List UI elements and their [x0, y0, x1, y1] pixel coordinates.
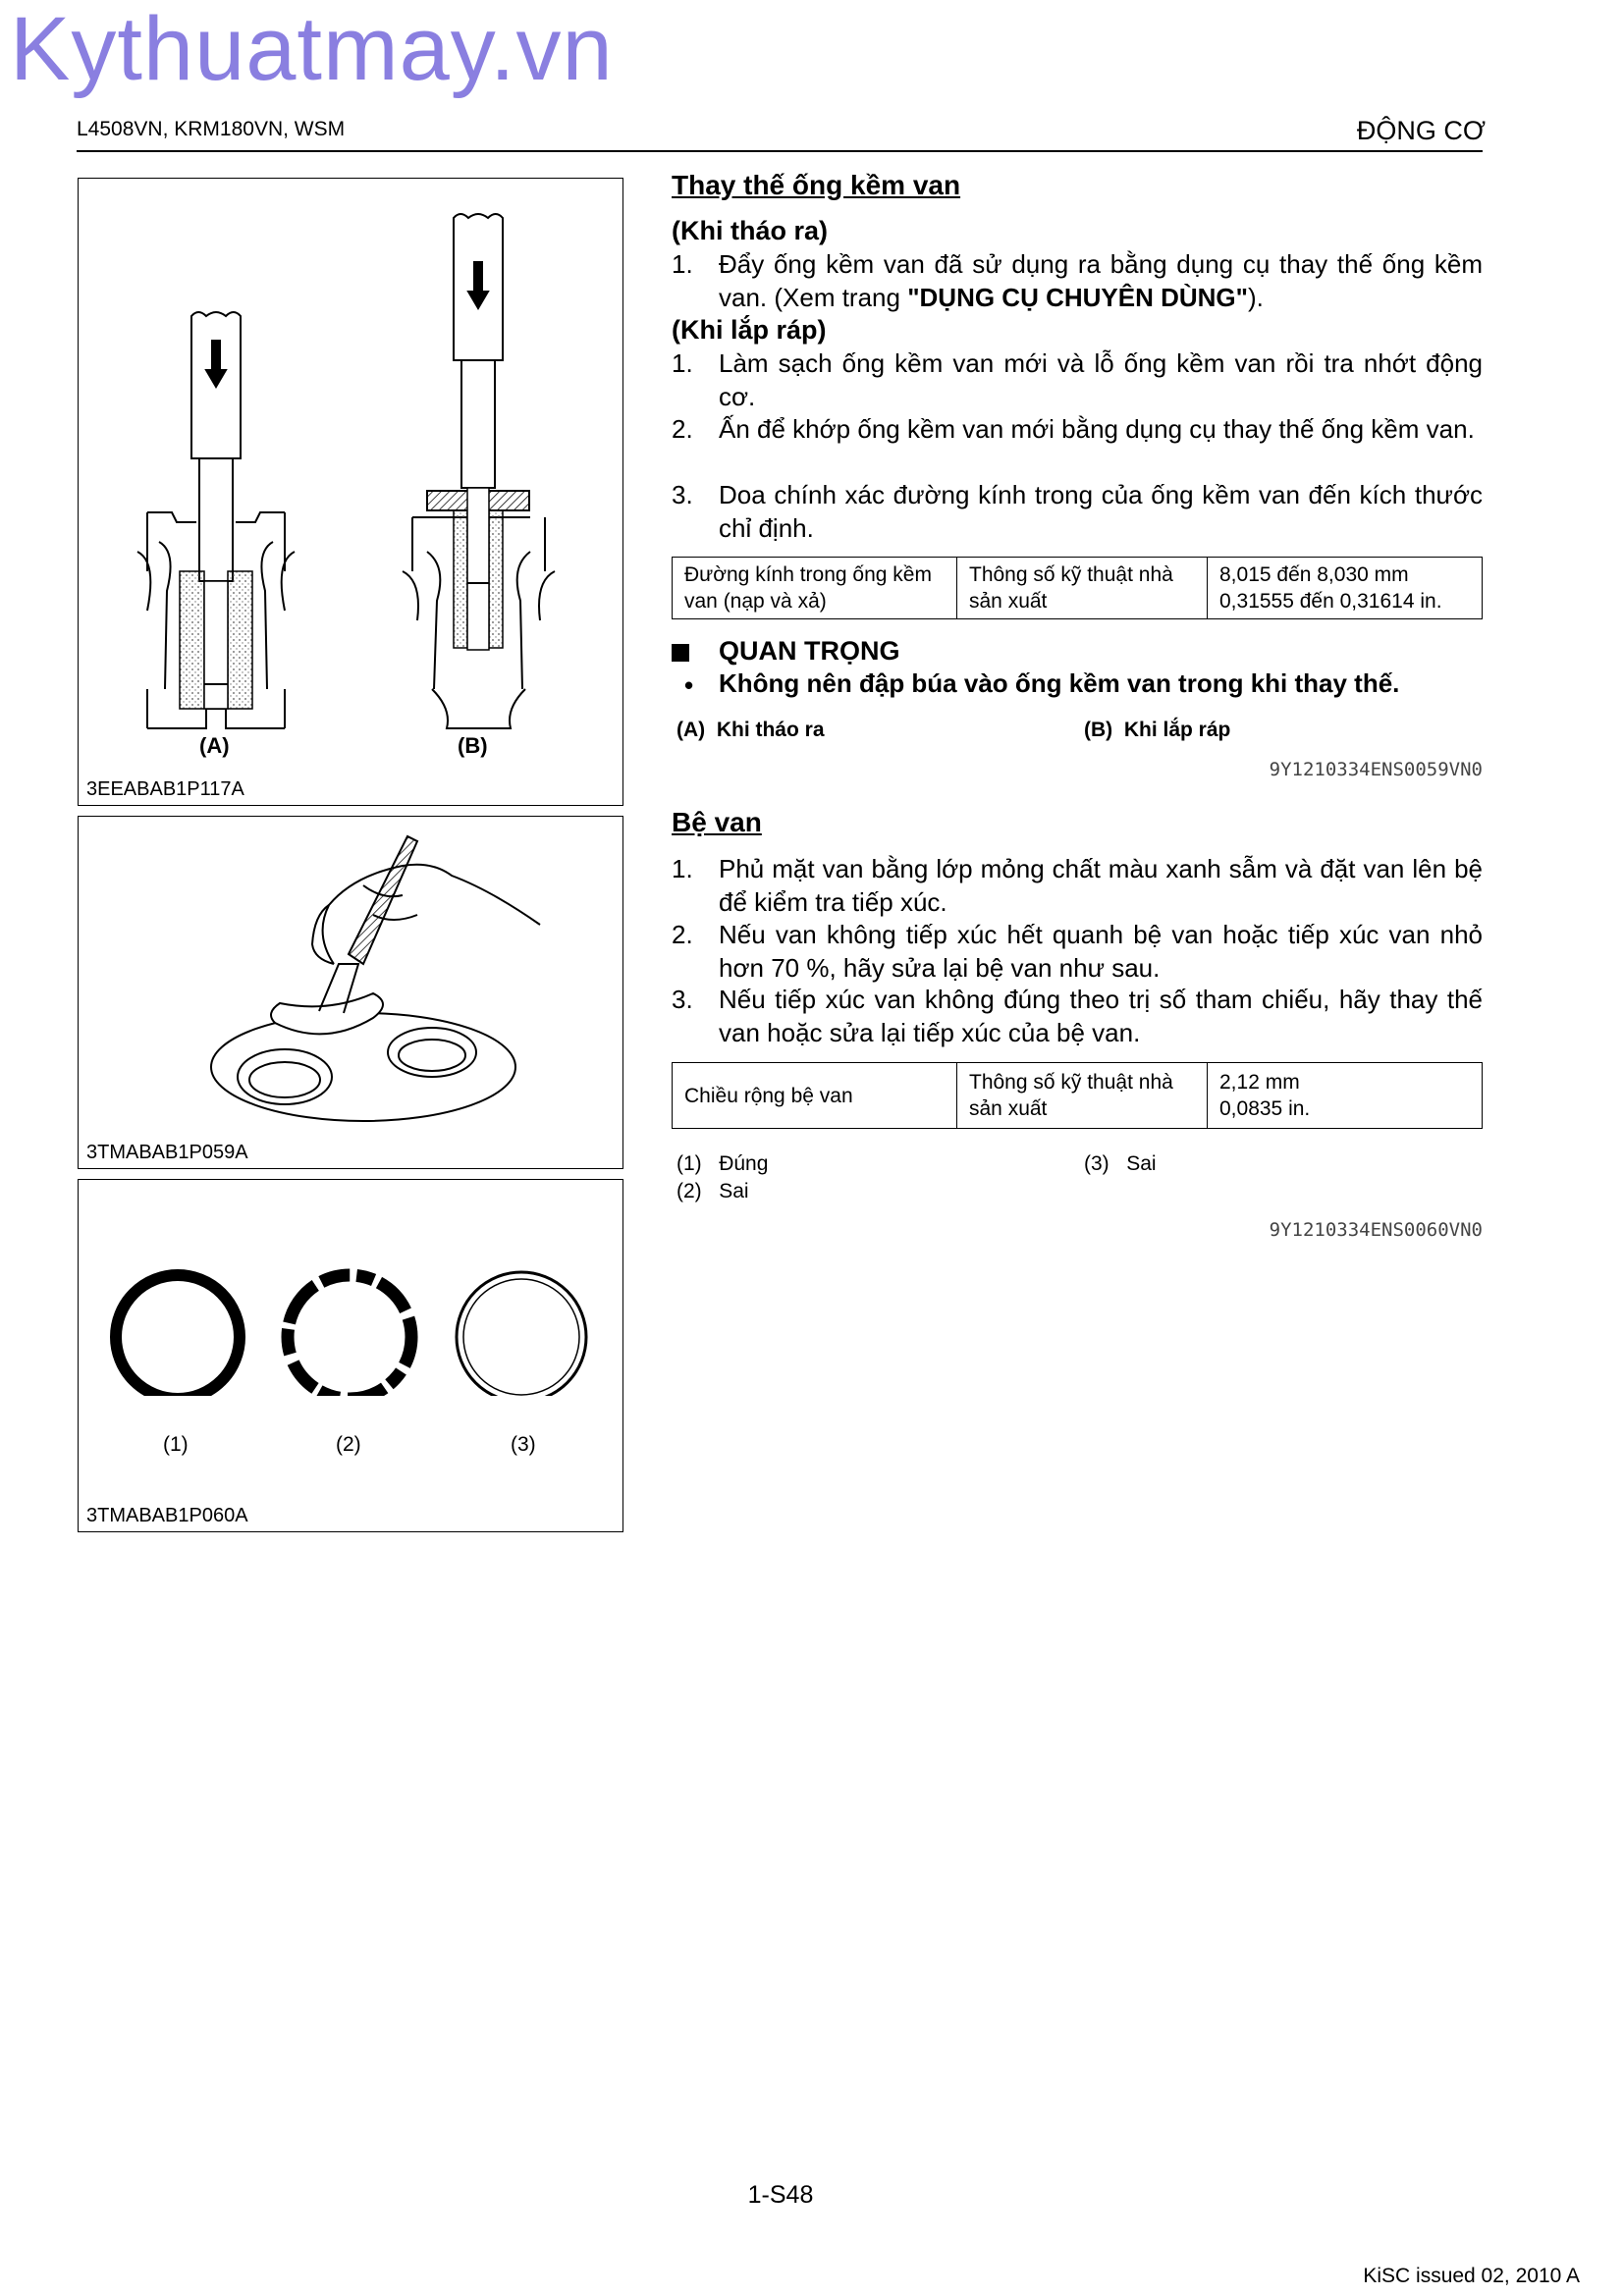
- ring-correct: [116, 1275, 240, 1396]
- caption-2: [676, 1180, 749, 1203]
- caption-2-text: Sai: [719, 1180, 749, 1202]
- step-number: 1.: [672, 249, 693, 279]
- ring-label-1: (1): [163, 1433, 189, 1456]
- step-text: Phủ mặt van bằng lớp mỏng chất màu xanh sẫm và đặt van lên bệ để kiểm tra tiếp xúc.: [719, 854, 1483, 917]
- step-text: Nếu van không tiếp xúc hết quanh bệ van hoặc tiếp xúc van nhỏ hơn 70 %, hãy sửa lại bệ van như sau.: [719, 920, 1483, 983]
- important-dot-icon: •: [684, 670, 694, 700]
- step-number: 3.: [672, 480, 693, 509]
- spec-value-in: 0,0835 in.: [1219, 1097, 1311, 1120]
- important-title: QUAN TRỌNG: [719, 636, 900, 666]
- ring-incorrect-thin-outer: [457, 1272, 586, 1396]
- step-text: Làm sạch ống kềm van mới và lỗ ống kềm van rồi tra nhớt động cơ.: [719, 348, 1483, 411]
- install-step-3: [672, 478, 1483, 545]
- figure-label-b: (B): [458, 733, 488, 758]
- install-step-1: [672, 347, 1483, 413]
- caption-b: [1084, 719, 1230, 742]
- step-number: 1.: [672, 854, 693, 883]
- doc-id-guide: 9Y1210334ENS0059VN0: [1269, 759, 1483, 780]
- header-section-title: ĐỘNG CƠ: [1356, 116, 1486, 145]
- figure-contact-patterns: [78, 1179, 623, 1532]
- spec-value: [1208, 558, 1483, 619]
- figure-valve-seat-check: [78, 816, 623, 1169]
- figure-code: 3EEABAB1P117A: [86, 778, 244, 800]
- step-text: Ấn để khớp ống kềm van mới bằng dụng cụ thay thế ống kềm van.: [719, 414, 1475, 444]
- important-text: Không nên đập búa vào ống kềm van trong khi thay thế.: [719, 668, 1400, 698]
- spec-type: Thông số kỹ thuật nhà sản xuất: [957, 558, 1208, 619]
- spec-value-mm: 8,015 đến 8,030 mm: [1219, 563, 1409, 586]
- page-number: 1-S48: [747, 2181, 814, 2209]
- caption-1: [676, 1152, 768, 1176]
- figure-code: 3TMABAB1P060A: [86, 1505, 248, 1526]
- step-number: 2.: [672, 920, 693, 949]
- caption-2-key: (2): [676, 1180, 702, 1202]
- seat-step-2: [672, 918, 1483, 985]
- install-heading: (Khi lắp ráp): [672, 315, 827, 345]
- caption-3-key: (3): [1084, 1152, 1109, 1175]
- ring-incorrect-thin-inner: [463, 1279, 579, 1395]
- caption-1-key: (1): [676, 1152, 702, 1175]
- step-number: 3.: [672, 985, 693, 1014]
- header-model-list: L4508VN, KRM180VN, WSM: [77, 118, 346, 140]
- spec-row: [673, 1063, 1483, 1129]
- caption-a: [676, 719, 825, 742]
- caption-a-text: Khi tháo ra: [716, 719, 825, 741]
- step-number: 2.: [672, 414, 693, 444]
- removal-step-1: [672, 247, 1483, 314]
- header-rule: [77, 150, 1483, 152]
- seat-step-1: [672, 852, 1483, 919]
- ring-label-3: (3): [511, 1433, 536, 1456]
- step-text: Đẩy ống kềm van đã sử dụng ra bằng dụng cụ thay thế ống kềm van. (Xem trang: [719, 249, 1483, 312]
- caption-b-text: Khi lắp ráp: [1123, 719, 1231, 741]
- spec-table-guide: [672, 557, 1483, 619]
- seat-step-3: [672, 983, 1483, 1049]
- figure-code: 3TMABAB1P059A: [86, 1142, 248, 1163]
- caption-b-key: (B): [1084, 719, 1113, 741]
- issue-info: KiSC issued 02, 2010 A: [1363, 2265, 1580, 2287]
- spec-row: [673, 558, 1483, 619]
- watermark-logo: Kythuatmay.vn: [10, 0, 614, 99]
- caption-3: [1084, 1152, 1157, 1176]
- caption-a-key: (A): [676, 719, 706, 741]
- valve-guide-illustration: [79, 179, 622, 768]
- spec-value: [1208, 1063, 1483, 1129]
- contact-rings: [79, 1180, 622, 1396]
- step-text: Nếu tiếp xúc van không đúng theo trị số tham chiếu, hãy thay thế van hoặc sửa lại tiếp xúc của bệ van.: [719, 985, 1483, 1047]
- step-link-bold: "DỤNG CỤ CHUYÊN DÙNG": [907, 283, 1248, 312]
- valve-seat-illustration: [79, 817, 622, 1131]
- removal-heading: (Khi tháo ra): [672, 216, 828, 245]
- step-number: 1.: [672, 348, 693, 378]
- spec-type: Thông số kỹ thuật nhà sản xuất: [957, 1063, 1208, 1129]
- spec-name: Đường kính trong ống kềm van (nạp và xả): [673, 558, 957, 619]
- important-bullet-icon: [672, 644, 689, 662]
- figure-label-a: (A): [199, 733, 230, 758]
- spec-value-mm: 2,12 mm: [1219, 1071, 1300, 1094]
- ring-incorrect-broken: [288, 1275, 411, 1396]
- step-text: Doa chính xác đường kính trong của ống kềm van đến kích thước chỉ định.: [719, 480, 1483, 543]
- spec-name: Chiều rộng bệ van: [673, 1063, 957, 1129]
- caption-1-text: Đúng: [719, 1152, 769, 1175]
- doc-id-seat: 9Y1210334ENS0060VN0: [1269, 1219, 1483, 1241]
- figure-valve-guide-tool: [78, 178, 623, 806]
- step-text-end: ).: [1247, 283, 1264, 312]
- spec-table-seat: [672, 1062, 1483, 1129]
- ring-label-2: (2): [336, 1433, 361, 1456]
- install-step-2: [672, 412, 1483, 479]
- section-title-valve-seat: Bệ van: [672, 807, 762, 837]
- spec-value-in: 0,31555 đến 0,31614 in.: [1219, 590, 1442, 613]
- section-title-valve-guide: Thay thế ống kềm van: [672, 170, 961, 200]
- caption-3-text: Sai: [1126, 1152, 1157, 1175]
